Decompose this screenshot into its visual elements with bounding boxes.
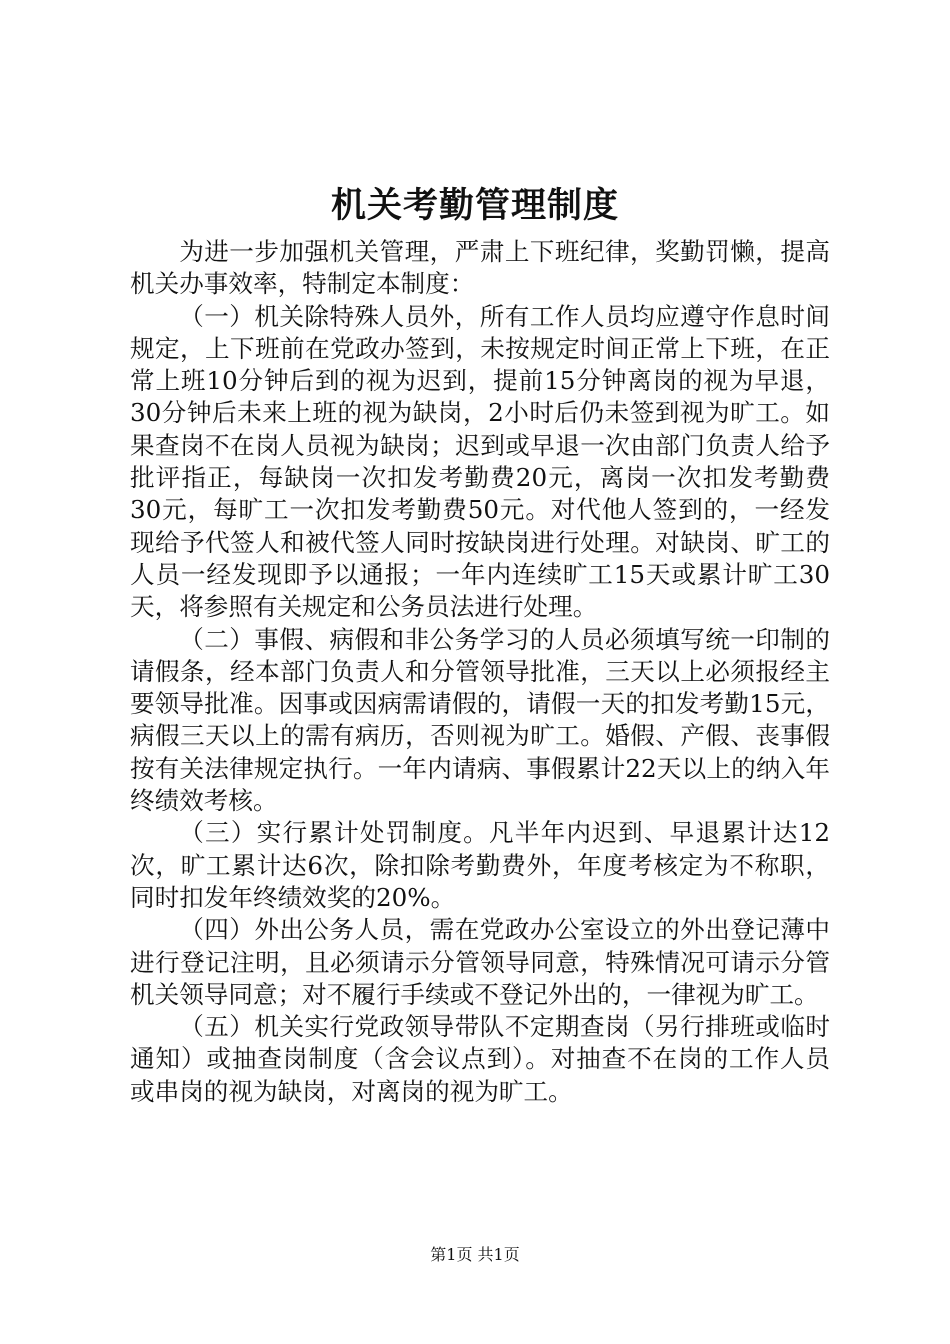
clause-1-paragraph: （一）机关除特殊人员外，所有工作人员均应遵守作息时间规定，上下班前在党政办签到，未按规定时间正常上下班，在正常上班10分钟后到的视为迟到，提前15分钟离岗的视为早退，30分钟后未来上班的视为缺岗，2小时后仍未签到视为旷工。如果查岗不在岗人员视为缺岗；迟到或早退一次由部门负责人给予批评指正，每缺岗一次扣发考勤费20元，离岗一次扣发考勤费30元，每旷工一次扣发考勤费50元。对代他人签到的，一经发现给予代签人和被代签人同时按缺岗进行处理。对缺岗、旷工的人员一经发现即予以通报；一年内连续旷工15天或累计旷工30天，将参照有关规定和公务员法进行处理。 bbox=[130, 301, 830, 622]
document-title: 机关考勤管理制度 bbox=[330, 185, 619, 226]
clause-3-paragraph: （三）实行累计处罚制度。凡半年内迟到、早退累计达12次，旷工累计达6次，除扣除考勤费外，年度考核定为不称职，同时扣发年终绩效奖的20%。 bbox=[130, 818, 830, 912]
page-number-footer: 第1页 共1页 bbox=[430, 1245, 520, 1264]
document-body bbox=[130, 236, 830, 1108]
clause-4-paragraph: （四）外出公务人员，需在党政办公室设立的外出登记薄中进行登记注明，且必须请示分管领导同意，特殊情况可请示分管机关领导同意；对不履行手续或不登记外出的，一律视为旷工。 bbox=[130, 915, 830, 1009]
intro-paragraph: 为进一步加强机关管理，严肃上下班纪律，奖勤罚懒，提高机关办事效率，特制定本制度： bbox=[130, 237, 830, 299]
clause-2-paragraph: （二）事假、病假和非公务学习的人员必须填写统一印制的请假条，经本部门负责人和分管领导批准，三天以上必须报经主要领导批准。因事或因病需请假的，请假一天的扣发考勤15元，病假三天以上的需有病历，否则视为旷工。婚假、产假、丧事假按有关法律规定执行。一年内请病、事假累计22天以上的纳入年终绩效考核。 bbox=[130, 624, 830, 816]
clause-5-paragraph: （五）机关实行党政领导带队不定期查岗（另行排班或临时通知）或抽查岗制度（含会议点到）。对抽查不在岗的工作人员或串岗的视为缺岗，对离岗的视为旷工。 bbox=[130, 1012, 830, 1106]
